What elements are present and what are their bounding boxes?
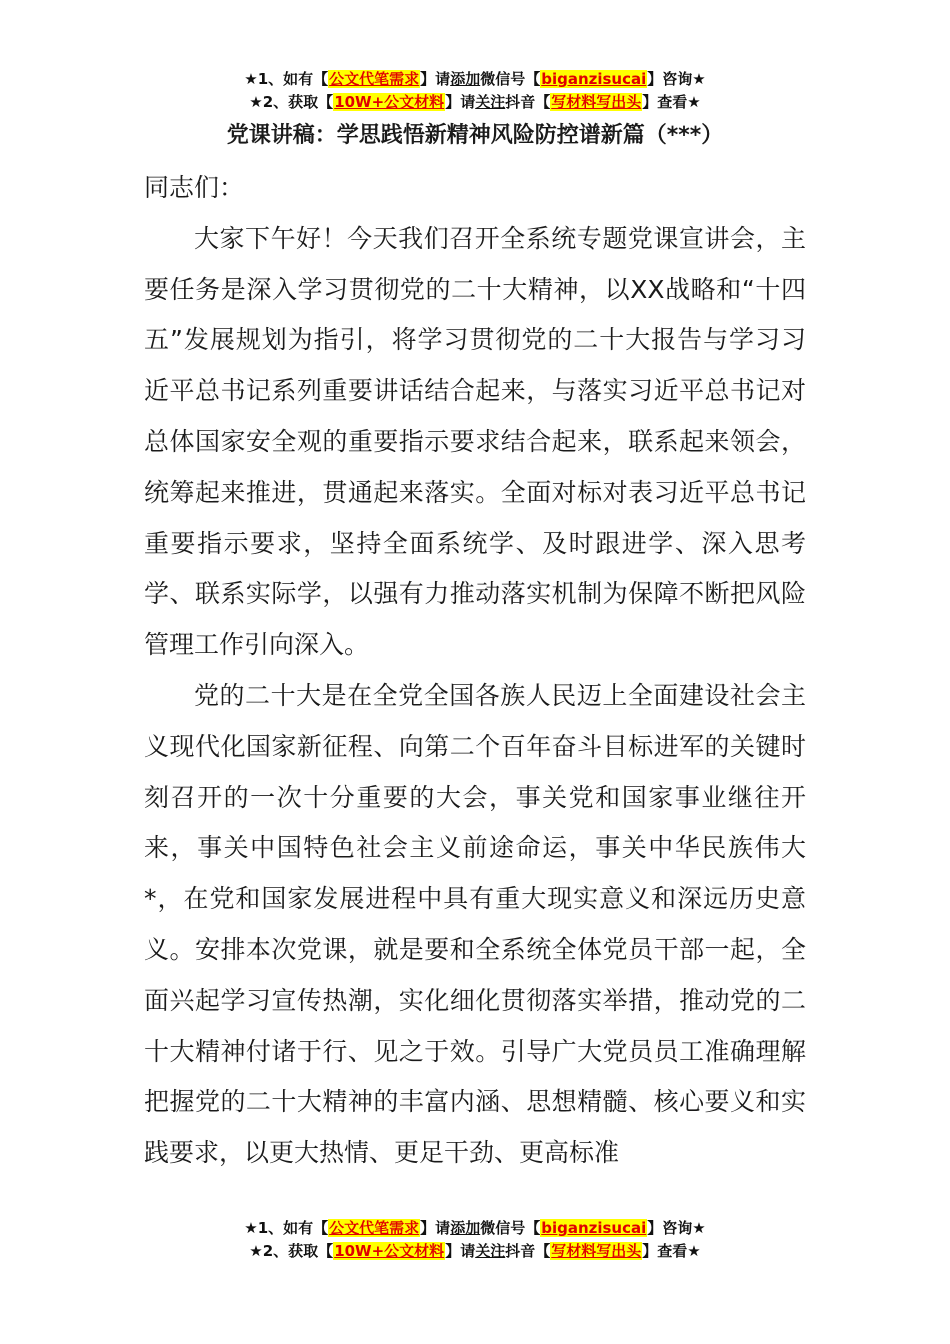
footer-follow-underline: 关注 <box>475 1242 506 1260</box>
banner-line1-prefix: ★1、如有【 <box>244 70 329 88</box>
footer-banner <box>0 1217 950 1263</box>
banner-line1-suffix: 】咨询★ <box>647 70 706 88</box>
footer-wechat-id-highlight: biganzisucai <box>541 1219 647 1237</box>
banner-line1-mid1: 】请 <box>420 70 451 88</box>
banner-line2-suffix: 】查看★ <box>642 93 701 111</box>
banner-line1-mid2: 微信号【 <box>480 70 541 88</box>
materials-highlight: 10W+公文材料 <box>334 93 445 111</box>
add-underline: 添加 <box>450 70 481 88</box>
footer-line2-prefix: ★2、获取【 <box>249 1242 334 1260</box>
footer-line1-mid1: 】请 <box>420 1219 451 1237</box>
follow-underline: 关注 <box>475 93 506 111</box>
document-title: 党课讲稿：学思践悟新精神风险防控谱新篇（***） <box>226 123 724 148</box>
douyin-account-highlight: 写材料写出头 <box>551 93 642 111</box>
salutation: 同志们： <box>144 173 245 202</box>
paragraph-1: 大家下午好！今天我们召开全系统专题党课宣讲会，主要任务是深入学习贯彻党的二十大精神，以XX战略和“十四五”发展规划为指引，将学习贯彻党的二十大报告与学习习近平总书记系列重要讲话结合起来，与落实习近平总书记对总体国家安全观的重要指示要求结合起来，联系起来领会，统筹起来推进，贯通起来落实。全面对标对表习近平总书记重要指示要求，坚持全面系统学、及时跟进学、深入思考学、联系实际学，以强有力推动落实机制为保障不断把风险管理工作引向深入。 <box>144 223 806 660</box>
footer-line1-suffix: 】咨询★ <box>647 1219 706 1237</box>
footer-line2-mid2: 抖音【 <box>505 1242 551 1260</box>
banner-line-1 <box>0 68 950 91</box>
footer-douyin-account-highlight: 写材料写出头 <box>551 1242 642 1260</box>
footer-line2-mid1: 】请 <box>445 1242 476 1260</box>
banner-line2-mid1: 】请 <box>445 93 476 111</box>
service-highlight: 公文代笔需求 <box>329 70 420 88</box>
banner-line2-mid2: 抖音【 <box>505 93 551 111</box>
footer-line1-prefix: ★1、如有【 <box>244 1219 329 1237</box>
footer-banner-line-1 <box>0 1217 950 1240</box>
footer-service-highlight: 公文代笔需求 <box>329 1219 420 1237</box>
banner-line-2 <box>0 91 950 114</box>
header-banner <box>0 68 950 114</box>
footer-add-underline: 添加 <box>450 1219 481 1237</box>
document-body <box>144 163 806 1179</box>
paragraph-2: 党的二十大是在全党全国各族人民迈上全面建设社会主义现代化国家新征程、向第二个百年奋斗目标进军的关键时刻召开的一次十分重要的大会，事关党和国家事业继往开来，事关中国特色社会主义前途命运，事关中华民族伟大*，在党和国家发展进程中具有重大现实意义和深远历史意义。安排本次党课，就是要和全系统全体党员干部一起，全面兴起学习宣传热潮，实化细化贯彻落实举措，推动党的二十大精神付诸于行、见之于效。引导广大党员员工准确理解把握党的二十大精神的丰富内涵、思想精髓、核心要义和实践要求，以更大热情、更足干劲、更高标准 <box>144 680 806 1168</box>
banner-line2-prefix: ★2、获取【 <box>249 93 334 111</box>
footer-banner-line-2 <box>0 1240 950 1263</box>
wechat-id-highlight: biganzisucai <box>541 70 647 88</box>
footer-materials-highlight: 10W+公文材料 <box>334 1242 445 1260</box>
footer-line2-suffix: 】查看★ <box>642 1242 701 1260</box>
footer-line1-mid2: 微信号【 <box>480 1219 541 1237</box>
